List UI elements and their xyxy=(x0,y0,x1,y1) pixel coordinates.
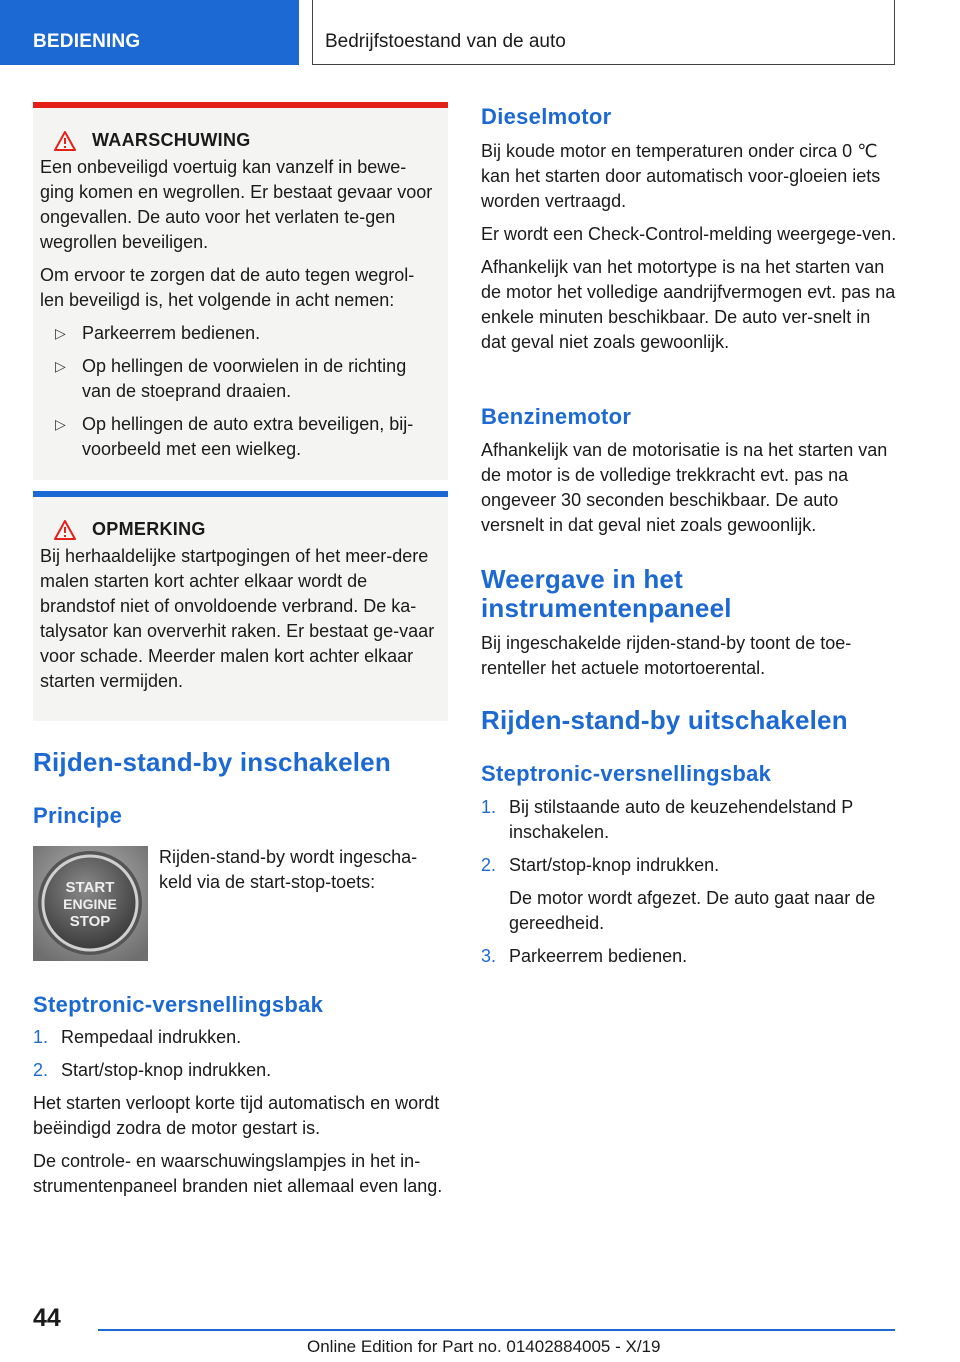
note-paragraph: Bij herhaaldelijke startpogingen of het meer-dere malen starten kort achter elkaar wordt de brandstof niet of onvoldoende verbrand. De ka-talysator kan oververhit raken. Er bestaat ge-vaar voor schade. Meerder malen kort achter elkaar starten vermijden. xyxy=(40,546,435,691)
diesel-paragraph-2: Er wordt een Check-Control-melding weergege-ven. xyxy=(481,224,897,244)
steps-list-right xyxy=(481,795,899,977)
chapter-tab xyxy=(312,0,895,65)
weergave-paragraph: Bij ingeschakelde rijden-stand-by toont de toe-renteller het actuele motortoerental. xyxy=(481,633,852,678)
edition-text: Online Edition for Part no. 01402884005 - X/19 xyxy=(307,1337,661,1356)
heading-steptronic-right: Steptronic-versnellingsbak xyxy=(481,761,772,786)
note-triangle-icon xyxy=(54,520,76,540)
paragraph-start-auto: Het starten verloopt korte tijd automatisch en wordt beëindigd zodra de motor gestart is. xyxy=(33,1093,440,1138)
note-box xyxy=(33,491,448,721)
step-number: 1. xyxy=(33,1027,49,1047)
triangle-bullet-icon: ▷ xyxy=(55,325,66,341)
step-text: Rempedaal indrukken. xyxy=(61,1027,242,1047)
step-number: 1. xyxy=(481,797,497,817)
step-text: Start/stop-knop indrukken. xyxy=(61,1060,272,1080)
list-item xyxy=(33,1025,448,1050)
list-item xyxy=(40,412,438,462)
bullet-text: Parkeerrem bedienen. xyxy=(82,323,261,343)
button-label-stop: STOP xyxy=(69,913,111,930)
button-label-engine: ENGINE xyxy=(63,896,117,912)
bullet-text: Op hellingen de auto extra beveiligen, bij-voorbeeld met een wielkeg. xyxy=(82,414,414,459)
step-number: 3. xyxy=(481,946,497,966)
note-title: OPMERKING xyxy=(92,519,206,539)
section-tab xyxy=(0,0,299,65)
heading-uitschakelen: Rijden-stand-by uitschakelen xyxy=(481,705,848,735)
heading-weergave-line-2: instrumentenpaneel xyxy=(481,593,732,623)
note-heading xyxy=(54,519,438,540)
warning-title: WAARSCHUWING xyxy=(92,130,251,150)
list-item xyxy=(481,795,899,845)
benzine-paragraph: Afhankelijk van de motorisatie is na het starten van de motor is de volledige trekkracht evt. pas na ongeveer 30 seconden beschikbaar. De auto versnelt in dat geval niet zoals gewoonlijk. xyxy=(481,440,888,535)
step-number: 2. xyxy=(33,1060,49,1080)
steps-list-left xyxy=(33,1025,448,1199)
start-stop-button-image xyxy=(33,846,148,961)
footer-divider xyxy=(98,1329,895,1331)
paragraph-lampjes: De controle- en waarschuwingslampjes in het in-strumentenpaneel branden niet allemaal even lang. xyxy=(33,1151,443,1196)
diesel-paragraph-3: Afhankelijk van het motortype is na het starten van de motor het volledige aandrijfvermogen evt. pas na enkele minuten beschikbaar. De auto ver-snelt in dat geval niet zoals gewoonlijk. xyxy=(481,257,896,352)
list-item xyxy=(481,944,899,969)
section-title: BEDIENING xyxy=(33,31,141,52)
heading-weergave-line-1: Weergave in het xyxy=(481,564,683,594)
step-text: Bij stilstaande auto de keuzehendelstand P inschakelen. xyxy=(509,797,853,842)
warning-paragraph-1: Een onbeveiligd voertuig kan vanzelf in bewe-ging komen en wegrollen. Er bestaat gevaar voor ongevallen. De auto voor het verlaten te-gen wegrollen beveiligen. xyxy=(40,157,433,252)
principe-text: Rijden-stand-by wordt ingescha-keld via de start-stop-toets: xyxy=(159,847,418,892)
step-text: Start/stop-knop indrukken. xyxy=(509,855,720,875)
heading-weergave xyxy=(481,565,899,623)
warning-triangle-icon xyxy=(54,131,76,151)
triangle-bullet-icon: ▷ xyxy=(55,358,66,374)
heading-dieselmotor: Dieselmotor xyxy=(481,104,612,129)
heading-benzinemotor: Benzinemotor xyxy=(481,404,632,429)
list-item xyxy=(481,853,899,878)
chapter-title: Bedrijfstoestand van de auto xyxy=(325,31,566,52)
warning-paragraph-2: Om ervoor te zorgen dat de auto tegen wegrol-len beveiligd is, het volgende in acht nemen: xyxy=(40,265,415,310)
diesel-section xyxy=(481,139,899,355)
heading-inschakelen: Rijden-stand-by inschakelen xyxy=(33,747,391,777)
button-label-start: START xyxy=(65,879,115,896)
list-item xyxy=(40,354,438,404)
page-number: 44 xyxy=(33,1304,61,1332)
step-number: 2. xyxy=(481,855,497,875)
step-2-subtext: De motor wordt afgezet. De auto gaat naar de gereedheid. xyxy=(509,888,876,933)
heading-principe: Principe xyxy=(33,803,123,828)
warning-heading xyxy=(54,130,438,151)
start-stop-button-icon xyxy=(33,846,148,961)
warning-box xyxy=(33,102,448,480)
heading-steptronic-left: Steptronic-versnellingsbak xyxy=(33,992,324,1017)
list-item xyxy=(40,321,438,346)
list-item xyxy=(33,1058,448,1083)
diesel-paragraph-1: Bij koude motor en temperaturen onder circa 0 ℃ kan het starten door automatisch voor-gloeien iets worden vertraagd. xyxy=(481,141,881,211)
bullet-text: Op hellingen de voorwielen in de richting van de stoeprand draaien. xyxy=(82,356,407,401)
step-text: Parkeerrem bedienen. xyxy=(509,946,688,966)
triangle-bullet-icon: ▷ xyxy=(55,416,66,432)
